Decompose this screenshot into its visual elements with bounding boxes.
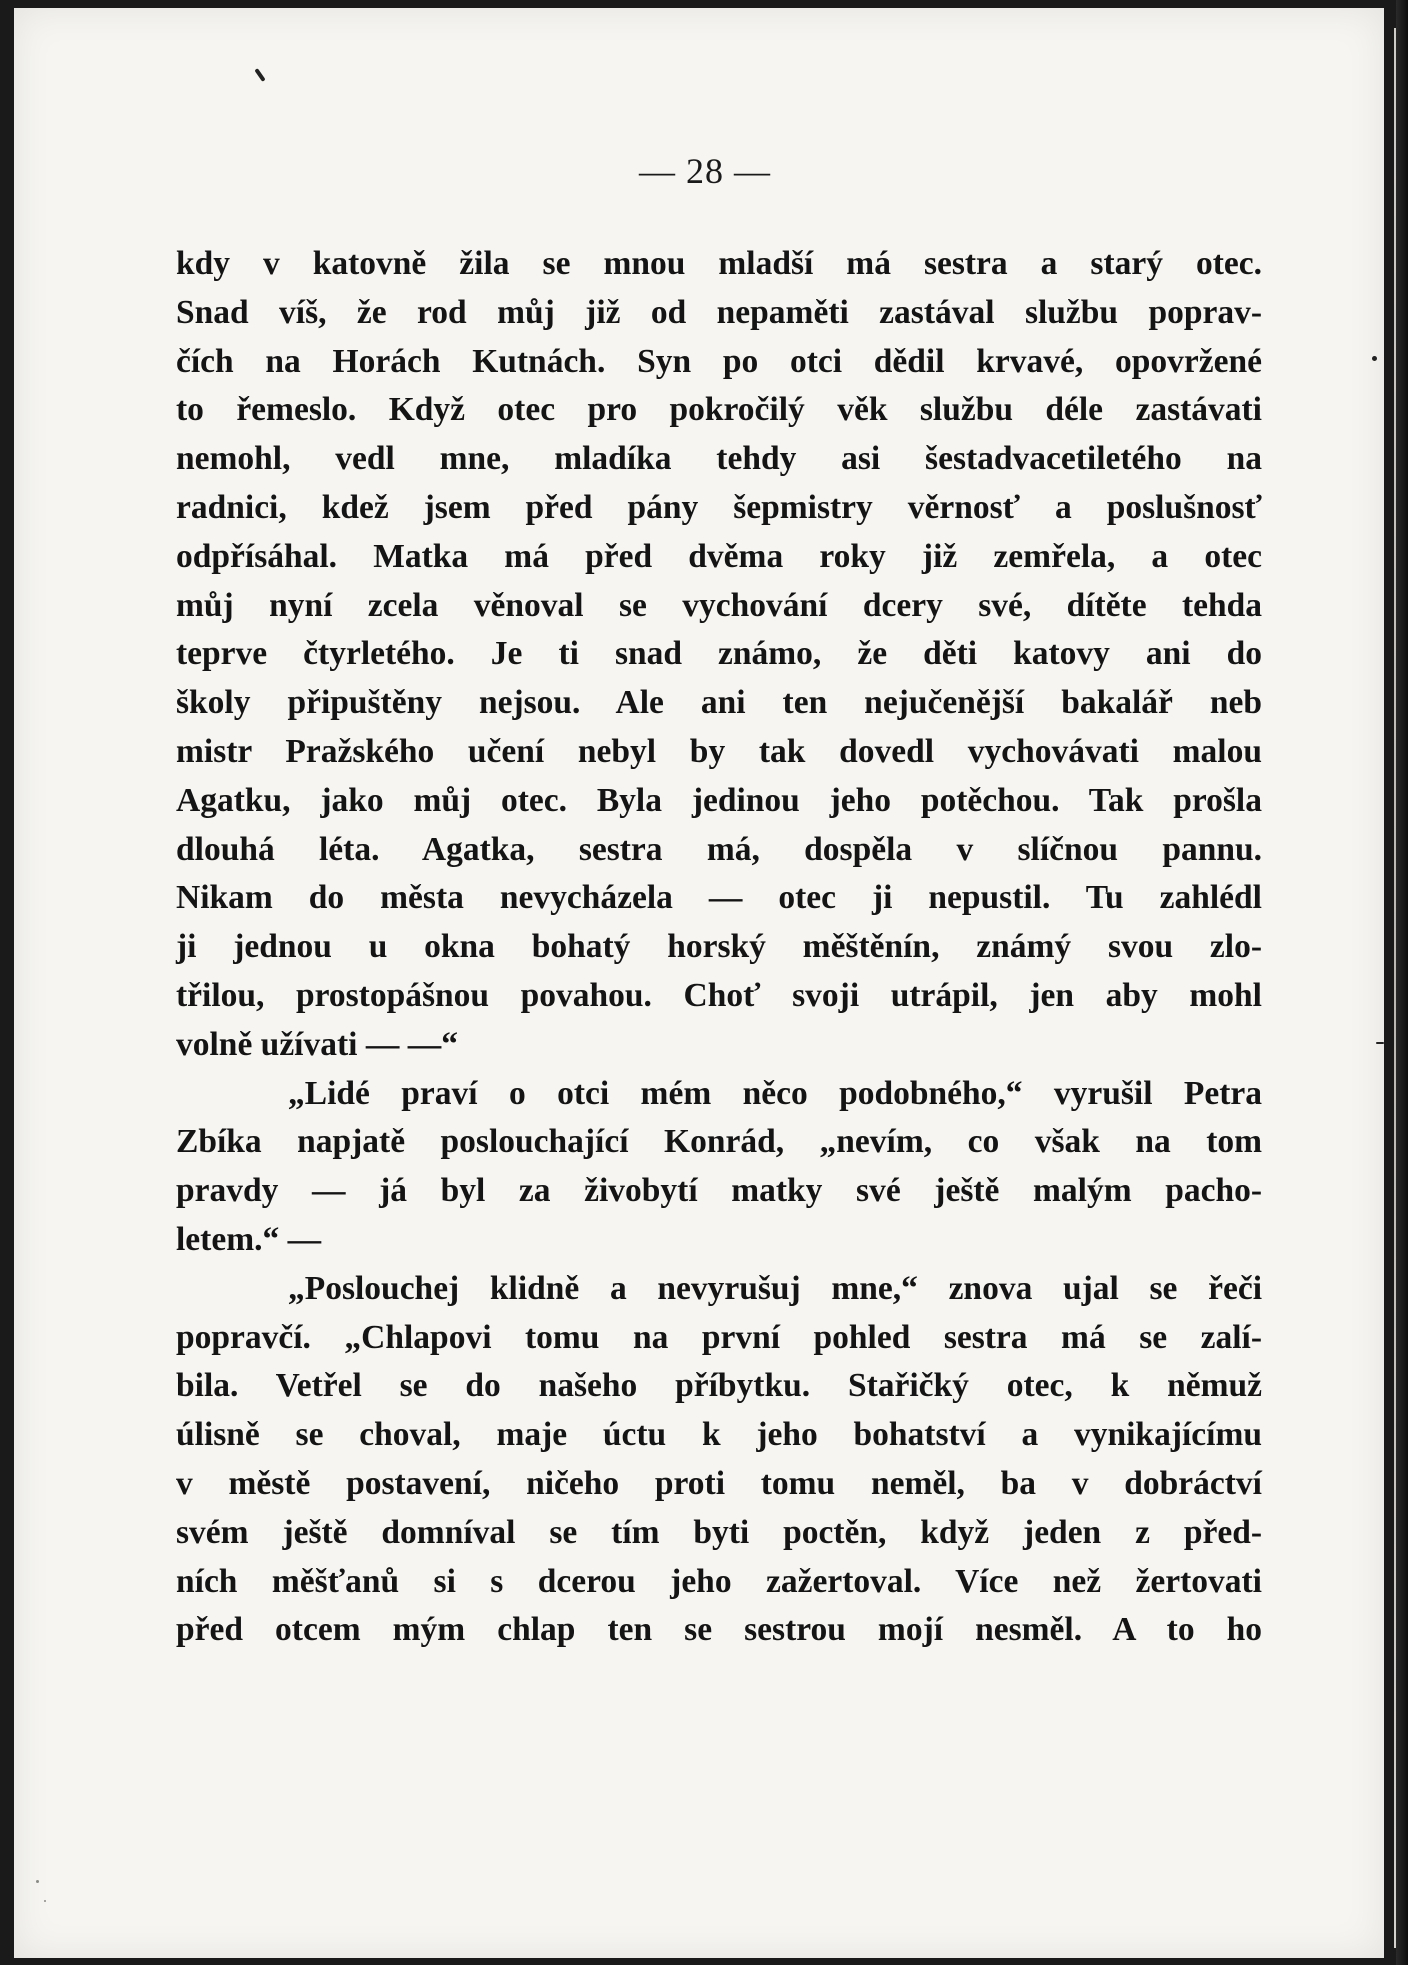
text-line: Snad víš, že rod můj již od nepaměti zastával službu poprav- xyxy=(176,293,1262,331)
print-speck xyxy=(1372,356,1377,361)
text-line: školy připuštěny nejsou. Ale ani ten nejučenější bakalář neb xyxy=(176,684,1262,722)
text-line: „Lidé praví o otci mém něco podobného,“ vyrušil Petra xyxy=(288,1074,1262,1112)
text-line: Nikam do města nevycházela — otec ji nepustil. Tu zahlédl xyxy=(176,879,1262,917)
text-line: čích na Horách Kutnách. Syn po otci dědil krvavé, opovržené xyxy=(176,342,1262,380)
text-line: volně užívati — —“ xyxy=(176,1025,458,1063)
text-line: mistr Pražského učení nebyl by tak dovedl vychovávati malou xyxy=(176,732,1262,770)
text-line: radnici, kdež jsem před pány šepmistry věrnosť a poslušnosť xyxy=(176,488,1262,526)
body-text xyxy=(176,240,1262,1655)
text-line: svém ještě domníval se tím byti poctěn, když jeden z před- xyxy=(176,1513,1262,1551)
page-number: — 28 — xyxy=(639,151,771,191)
text-line: letem.“ — xyxy=(176,1220,322,1258)
text-line: popravčí. „Chlapovi tomu na první pohled sestra má se zalí- xyxy=(176,1318,1262,1356)
text-line: pravdy — já byl za živobytí matky své ještě malým pacho- xyxy=(176,1172,1262,1210)
text-line: „Poslouchej klidně a nevyrušuj mne,“ znova ujal se řeči xyxy=(288,1269,1262,1307)
text-line: před otcem mým chlap ten se sestrou mojí nesměl. A to ho xyxy=(176,1611,1262,1649)
text-line: třilou, prostopášnou povahou. Choť svoji utrápil, jen aby mohl xyxy=(176,976,1262,1014)
print-speck xyxy=(44,1900,46,1902)
page-edge-shadow xyxy=(1396,0,1408,1965)
text-line: můj nyní zcela věnoval se vychování dcery své, dítěte tehda xyxy=(176,586,1262,624)
print-speck xyxy=(1376,1042,1384,1044)
text-line: nemohl, vedl mne, mladíka tehdy asi šestadvacetiletého na xyxy=(176,440,1262,478)
text-line: bila. Vetřel se do našeho příbytku. Stařičký otec, k němuž xyxy=(176,1367,1262,1405)
text-line: to řemeslo. Když otec pro pokročilý věk službu déle zastávati xyxy=(176,391,1262,429)
text-line: Agatku, jako můj otec. Byla jedinou jeho potěchou. Tak prošla xyxy=(176,781,1262,819)
text-line: ních měšťanů si s dcerou jeho zažertoval. Více než žertovati xyxy=(176,1562,1262,1600)
text-line: kdy v katovně žila se mnou mladší má sestra a starý otec. xyxy=(176,245,1262,282)
text-line: ji jednou u okna bohatý horský měštěnín, známý svou zlo- xyxy=(176,928,1262,966)
text-line: Zbíka napjatě poslouchající Konrád, „nevím, co však na tom xyxy=(176,1123,1262,1161)
text-line: teprve čtyrletého. Je ti snad známo, že děti katovy ani do xyxy=(176,635,1262,673)
text-line: v městě postavení, ničeho proti tomu neměl, ba v dobráctví xyxy=(176,1464,1262,1502)
text-line: úlisně se choval, maje úctu k jeho bohatství a vynikajícímu xyxy=(176,1416,1262,1454)
print-speck xyxy=(36,1880,39,1883)
text-line: odpřísáhal. Matka má před dvěma roky již zemřela, a otec xyxy=(176,537,1262,575)
text-line: dlouhá léta. Agatka, sestra má, dospěla v slíčnou pannu. xyxy=(176,830,1262,868)
